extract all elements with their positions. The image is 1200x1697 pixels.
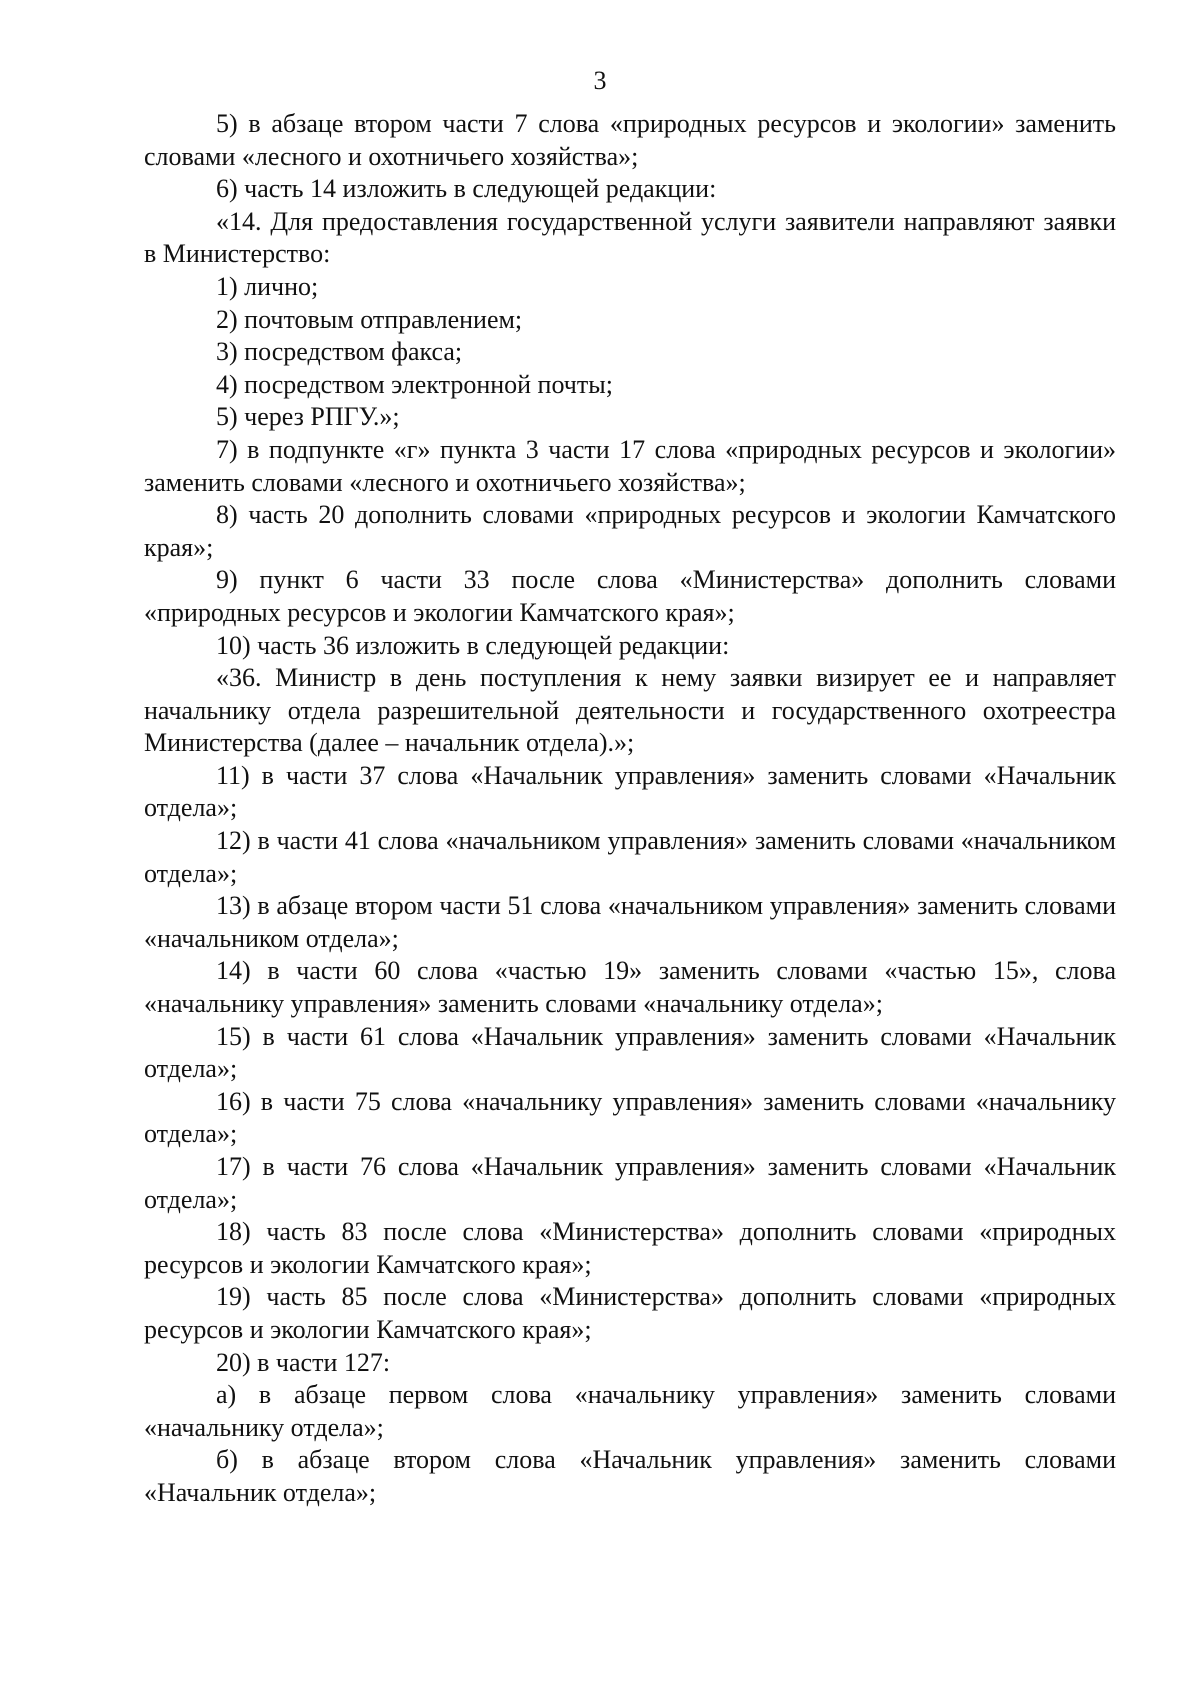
paragraph: 10) часть 36 изложить в следующей редакции: — [216, 630, 730, 660]
paragraph: 7) в подпункте «г» пункта 3 части 17 слова «природных ресурсов и экологии» заменить словами «лесного и охотничьего хозяйства»; — [144, 434, 1116, 497]
paragraph: «14. Для предоставления государственной услуги заявители направляют заявки в Министерство: — [144, 206, 1116, 269]
paragraph: 2) почтовым отправлением; — [216, 304, 523, 334]
paragraph: б) в абзаце втором слова «Начальник управления» заменить словами «Начальник отдела»; — [144, 1445, 1116, 1507]
paragraph: 4) посредством электронной почты; — [216, 369, 613, 399]
paragraph: 20) в части 127: — [216, 1347, 391, 1377]
paragraph: 3) посредством факса; — [216, 337, 463, 367]
paragraph: 12) в части 41 слова «начальником управления» заменить словами «начальником отдела»; — [144, 826, 1116, 888]
paragraph: 14) в части 60 слова «частью 19» заменить словами «частью 15», слова «начальнику управления» заменить словами «начальнику отдела»; — [144, 956, 1116, 1019]
paragraph: 19) часть 85 после слова «Министерства» дополнить словами «природных ресурсов и экологии Камчатского края»; — [144, 1282, 1116, 1344]
page-number: 3 — [593, 66, 607, 95]
paragraph: 9) пункт 6 части 33 после слова «Министерства» дополнить словами «природных ресурсов и экологии Камчатского края»; — [144, 565, 1116, 627]
paragraph: 5) в абзаце втором части 7 слова «природных ресурсов и экологии» заменить словами «лесного и охотничьего хозяйства»; — [144, 109, 1116, 171]
paragraph: 5) через РПГУ.»; — [216, 402, 400, 432]
paragraph: 6) часть 14 изложить в следующей редакции: — [216, 174, 717, 204]
paragraph: 17) в части 76 слова «Начальник управления» заменить словами «Начальник отдела»; — [144, 1152, 1116, 1214]
paragraph: 8) часть 20 дополнить словами «природных ресурсов и экологии Камчатского края»; — [144, 500, 1116, 562]
paragraph: «36. Министр в день поступления к нему заявки визирует ее и направляет начальнику отдела разрешительной деятельности и государственного охотреестра Министерства (далее – начальник отдела).»; — [144, 663, 1116, 758]
paragraph: 1) лично; — [216, 271, 319, 301]
paragraph: 15) в части 61 слова «Начальник управления» заменить словами «Начальник отдела»; — [144, 1021, 1116, 1084]
paragraph: 18) часть 83 после слова «Министерства» дополнить словами «природных ресурсов и экологии Камчатского края»; — [144, 1217, 1116, 1279]
paragraph: а) в абзаце первом слова «начальнику управления» заменить словами «начальнику отдела»; — [144, 1380, 1116, 1442]
paragraph: 13) в абзаце втором части 51 слова «начальником управления» заменить словами «начальником отдела»; — [144, 891, 1116, 953]
paragraph: 16) в части 75 слова «начальнику управления» заменить словами «начальнику отдела»; — [144, 1086, 1116, 1149]
paragraph: 11) в части 37 слова «Начальник управления» заменить словами «Начальник отдела»; — [144, 760, 1116, 823]
document-body — [144, 108, 1116, 1510]
